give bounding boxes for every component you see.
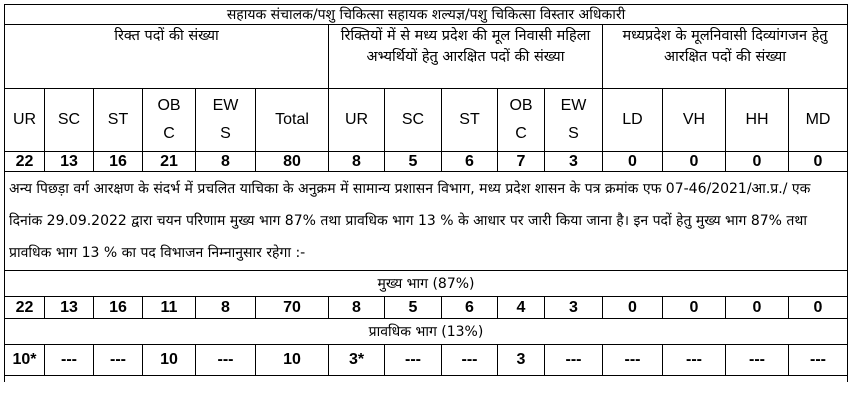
table-cell: 10 [256,345,329,376]
col-header-md: MD [789,89,848,152]
table-cell: 3 [545,152,603,172]
table-cell: 10* [5,345,45,376]
col-header-vh: VH [663,89,726,152]
provisional-count-row [5,345,848,376]
table-cell: 5 [385,152,442,172]
col-header-total: Total [256,89,329,152]
trailing-cell [5,376,848,383]
table-cell: 16 [94,297,143,319]
table-cell: 8 [196,152,256,172]
table-cell: --- [603,345,663,376]
table-cell: 0 [663,152,726,172]
col-header-women-ur: UR [329,89,385,152]
table-title: सहायक संचालक/पशु चिकित्सा सहायक शल्यज्ञ/पशु चिकित्सा विस्तार अधिकारी [5,5,848,25]
note-row [5,172,848,271]
table-cell: 13 [45,152,94,172]
trailing-row [5,376,848,383]
provisional-section-label: प्रावधिक भाग (13%) [5,319,848,345]
table-cell: 8 [329,297,385,319]
table-cell: 8 [329,152,385,172]
table-cell: 22 [5,152,45,172]
table-cell: 7 [498,152,545,172]
table-cell: 0 [726,297,789,319]
group-disabled-header: मध्यप्रदेश के मूलनिवासी दिव्यांगजन हेतु आरक्षित पदों की संख्या [603,25,848,89]
table-cell: 3* [329,345,385,376]
main-section-header-row [5,271,848,297]
title-row [5,5,848,25]
table-cell: 8 [196,297,256,319]
reservation-table-wrapper [4,4,847,382]
col-header-women-st: ST [442,89,498,152]
col-header-st: ST [94,89,143,152]
reservation-table [4,4,848,382]
group-women-header: रिक्तियों में से मध्य प्रदेश की मूल निवासी महिला अभ्यर्थियों हेतु आरक्षित पदों की संख्या [329,25,603,89]
table-cell: 16 [94,152,143,172]
group-vacancies-header: रिक्त पदों की संख्या [5,25,329,89]
table-cell: 10 [143,345,196,376]
table-cell: --- [385,345,442,376]
group-header-row [5,25,848,89]
col-header-obc: OBC [143,89,196,152]
table-cell: 70 [256,297,329,319]
table-cell: 0 [789,152,848,172]
table-cell: 80 [256,152,329,172]
table-cell: 0 [789,297,848,319]
main-count-row [5,297,848,319]
table-cell: --- [45,345,94,376]
table-cell: 3 [498,345,545,376]
provisional-section-header-row [5,319,848,345]
table-cell: 3 [545,297,603,319]
table-cell: 13 [45,297,94,319]
col-header-ews: EWS [196,89,256,152]
table-cell: --- [726,345,789,376]
col-header-ld: LD [603,89,663,152]
col-header-ur: UR [5,89,45,152]
table-cell: --- [196,345,256,376]
table-cell: --- [94,345,143,376]
col-header-women-obc: OBC [498,89,545,152]
table-cell: 0 [603,297,663,319]
table-cell: 6 [442,152,498,172]
main-section-label: मुख्य भाग (87%) [5,271,848,297]
table-cell: 6 [442,297,498,319]
total-count-row [5,152,848,172]
col-header-sc: SC [45,89,94,152]
column-header-row [5,89,848,152]
table-cell: --- [789,345,848,376]
table-cell: 0 [603,152,663,172]
col-header-women-sc: SC [385,89,442,152]
table-cell: --- [545,345,603,376]
table-cell: 21 [143,152,196,172]
table-cell: 4 [498,297,545,319]
table-cell: 5 [385,297,442,319]
table-cell: 11 [143,297,196,319]
table-cell: --- [442,345,498,376]
table-cell: --- [663,345,726,376]
col-header-hh: HH [726,89,789,152]
table-cell: 0 [663,297,726,319]
table-cell: 22 [5,297,45,319]
table-cell: 0 [726,152,789,172]
col-header-women-ews: EWS [545,89,603,152]
note-text: अन्य पिछड़ा वर्ग आरक्षण के संदर्भ में प्रचलित याचिका के अनुक्रम में सामान्य प्रशासन विभाग, मध्य प्रदेश शासन के पत्र क्रमांक एफ 07-46/2021/आ.प्र./ एक दिनांक 29.09.2022 द्वारा चयन परिणाम मुख्य भाग 87% तथा प्रावधिक भाग 13 % के आधार पर जारी किया जाना है। इन पदों हेतु मुख्य भाग 87% तथा प्रावधिक भाग 13 % का पद विभाजन निम्नानुसार रहेगा :- [5,172,848,271]
